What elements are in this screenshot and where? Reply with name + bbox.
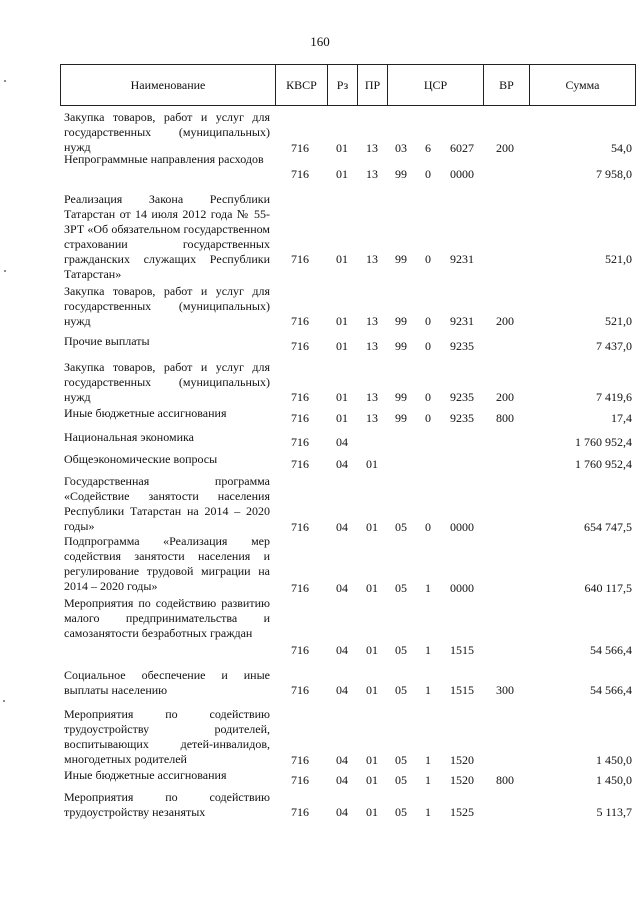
cell-c2: 0 <box>425 314 431 328</box>
table-row <box>60 360 636 405</box>
cell-sum: 17,4 <box>611 411 632 425</box>
cell-pr: 01 <box>366 683 378 697</box>
cell-sum: 7 419,6 <box>596 390 632 404</box>
cell-pr: 13 <box>366 339 378 353</box>
cell-c1: 99 <box>395 339 407 353</box>
cell-kvsr: 716 <box>291 339 309 353</box>
cell-c3: 9231 <box>450 252 474 266</box>
cell-sum: 1 760 952,4 <box>575 435 632 449</box>
cell-c2: 1 <box>425 773 431 787</box>
cell-c3: 0000 <box>450 520 474 534</box>
row-name: Общеэкономические вопросы <box>64 452 218 466</box>
cell-pr: 01 <box>366 805 378 819</box>
row-name: Мероприятия по содействию трудоустройству родителей, воспитывающих детей-инвалидов, многодетных родителей <box>64 707 270 766</box>
cell-rz: 04 <box>336 520 348 534</box>
table-row <box>60 596 636 658</box>
cell-pr: 13 <box>366 167 378 181</box>
header-name: Наименование <box>130 78 206 92</box>
cell-rz: 01 <box>336 141 348 155</box>
cell-sum: 54 566,4 <box>590 643 632 657</box>
cell-c3: 0000 <box>450 581 474 595</box>
table-row <box>60 192 636 281</box>
cell-rz: 01 <box>336 339 348 353</box>
cell-rz: 01 <box>336 167 348 181</box>
row-name: Закупка товаров, работ и услуг для государственных (муниципальных) нужд <box>64 110 270 154</box>
cell-rz: 01 <box>336 314 348 328</box>
cell-pr: 01 <box>366 643 378 657</box>
cell-kvsr: 716 <box>291 683 309 697</box>
row-name: Мероприятия по содействию развитию малого предпринимательства и самозанятости безработных граждан <box>64 596 270 640</box>
table-row <box>60 452 636 472</box>
cell-c2: 1 <box>425 581 431 595</box>
table-row <box>60 707 636 768</box>
header-vr: ВР <box>483 65 529 105</box>
table-row <box>60 534 636 596</box>
cell-c3: 1520 <box>450 753 474 767</box>
cell-c1: 99 <box>395 252 407 266</box>
table-row <box>60 284 636 329</box>
cell-kvsr: 716 <box>291 167 309 181</box>
cell-c2: 1 <box>425 753 431 767</box>
cell-c2: 6 <box>425 141 431 155</box>
scan-speck <box>4 270 6 272</box>
cell-sum: 54,0 <box>611 141 632 155</box>
cell-c3: 6027 <box>450 141 474 155</box>
cell-vr: 800 <box>496 411 514 425</box>
cell-pr: 13 <box>366 390 378 404</box>
cell-c2: 0 <box>425 252 431 266</box>
cell-c1: 05 <box>395 773 407 787</box>
row-name: Национальная экономика <box>64 430 194 444</box>
table-row <box>60 768 636 788</box>
cell-c1: 99 <box>395 390 407 404</box>
cell-sum: 521,0 <box>605 314 632 328</box>
cell-pr: 01 <box>366 457 378 471</box>
cell-c3: 1525 <box>450 805 474 819</box>
cell-c1: 99 <box>395 314 407 328</box>
cell-kvsr: 716 <box>291 141 309 155</box>
cell-vr: 200 <box>496 141 514 155</box>
row-name: Мероприятия по содействию трудоустройству незанятых <box>64 790 270 819</box>
cell-rz: 04 <box>336 683 348 697</box>
cell-sum: 54 566,4 <box>590 683 632 697</box>
table-row <box>60 110 636 156</box>
cell-c2: 0 <box>425 339 431 353</box>
cell-c3: 1515 <box>450 643 474 657</box>
cell-sum: 654 747,5 <box>584 520 632 534</box>
cell-pr: 01 <box>366 581 378 595</box>
table-row <box>60 430 636 450</box>
cell-kvsr: 716 <box>291 435 309 449</box>
header-rz: Рз <box>327 65 357 105</box>
cell-rz: 04 <box>336 753 348 767</box>
cell-vr: 200 <box>496 390 514 404</box>
cell-c3: 0000 <box>450 167 474 181</box>
cell-kvsr: 716 <box>291 805 309 819</box>
cell-sum: 1 760 952,4 <box>575 457 632 471</box>
cell-vr: 800 <box>496 773 514 787</box>
cell-c1: 05 <box>395 753 407 767</box>
header-pr: ПР <box>357 65 387 105</box>
cell-vr: 200 <box>496 314 514 328</box>
cell-c3: 1520 <box>450 773 474 787</box>
cell-c1: 05 <box>395 581 407 595</box>
row-name: Подпрограмма «Реализация мер содействия занятости населения и регулирование трудовой миграции на 2014 – 2020 годы» <box>64 534 270 593</box>
cell-pr: 01 <box>366 773 378 787</box>
row-name: Государственная программа «Содействие занятости населения Республики Татарстан на 2014 – 2020 годы» <box>64 474 270 533</box>
cell-c3: 9235 <box>450 339 474 353</box>
cell-pr: 01 <box>366 520 378 534</box>
cell-c2: 1 <box>425 805 431 819</box>
cell-c2: 0 <box>425 167 431 181</box>
row-name: Закупка товаров, работ и услуг для государственных (муниципальных) нужд <box>64 284 270 328</box>
cell-c3: 1515 <box>450 683 474 697</box>
cell-pr: 13 <box>366 411 378 425</box>
cell-sum: 1 450,0 <box>596 753 632 767</box>
cell-rz: 01 <box>336 252 348 266</box>
cell-rz: 04 <box>336 457 348 471</box>
cell-c1: 03 <box>395 141 407 155</box>
cell-c2: 1 <box>425 643 431 657</box>
cell-c1: 05 <box>395 643 407 657</box>
row-name: Закупка товаров, работ и услуг для государственных (муниципальных) нужд <box>64 360 270 404</box>
row-name: Иные бюджетные ассигнования <box>64 768 227 782</box>
table-row <box>60 152 636 182</box>
header-sum: Сумма <box>529 65 635 105</box>
cell-rz: 04 <box>336 805 348 819</box>
row-name: Реализация Закона Республики Татарстан от 14 июля 2012 года № 55-ЗРТ «Об обязательном государственном страховании государственных гражданских служащих Республики Татарстан» <box>64 192 270 281</box>
cell-sum: 7 437,0 <box>596 339 632 353</box>
cell-rz: 04 <box>336 773 348 787</box>
table-row <box>60 406 636 426</box>
cell-kvsr: 716 <box>291 252 309 266</box>
cell-sum: 1 450,0 <box>596 773 632 787</box>
cell-sum: 640 117,5 <box>584 581 632 595</box>
scan-speck <box>4 80 6 82</box>
cell-c1: 99 <box>395 167 407 181</box>
cell-c3: 9235 <box>450 390 474 404</box>
cell-c3: 9235 <box>450 411 474 425</box>
cell-c2: 0 <box>425 390 431 404</box>
cell-rz: 04 <box>336 643 348 657</box>
header-kvsr: КВСР <box>275 65 327 105</box>
scan-speck <box>3 700 5 702</box>
cell-kvsr: 716 <box>291 753 309 767</box>
table-row <box>60 790 636 820</box>
table-row <box>60 474 636 535</box>
cell-rz: 01 <box>336 411 348 425</box>
cell-c2: 0 <box>425 520 431 534</box>
cell-c1: 05 <box>395 805 407 819</box>
row-name: Социальное обеспечение и иные выплаты населению <box>64 668 270 697</box>
cell-c2: 1 <box>425 683 431 697</box>
cell-sum: 521,0 <box>605 252 632 266</box>
cell-c1: 05 <box>395 683 407 697</box>
table-header <box>60 64 636 106</box>
cell-pr: 13 <box>366 314 378 328</box>
header-csr: ЦСР <box>387 65 483 105</box>
cell-pr: 13 <box>366 252 378 266</box>
cell-sum: 7 958,0 <box>596 167 632 181</box>
cell-rz: 04 <box>336 581 348 595</box>
cell-c3: 9231 <box>450 314 474 328</box>
cell-kvsr: 716 <box>291 390 309 404</box>
cell-kvsr: 716 <box>291 314 309 328</box>
cell-kvsr: 716 <box>291 411 309 425</box>
row-name: Прочие выплаты <box>64 334 150 348</box>
cell-c2: 0 <box>425 411 431 425</box>
cell-kvsr: 716 <box>291 773 309 787</box>
cell-kvsr: 716 <box>291 581 309 595</box>
cell-c1: 05 <box>395 520 407 534</box>
row-name: Непрограммные направления расходов <box>64 152 264 166</box>
row-name: Иные бюджетные ассигнования <box>64 406 227 420</box>
table-row <box>60 668 636 698</box>
cell-rz: 04 <box>336 435 348 449</box>
cell-vr: 300 <box>496 683 514 697</box>
cell-sum: 5 113,7 <box>596 805 632 819</box>
cell-pr: 13 <box>366 141 378 155</box>
cell-pr: 01 <box>366 753 378 767</box>
cell-c1: 99 <box>395 411 407 425</box>
page-number: 160 <box>310 34 330 49</box>
cell-rz: 01 <box>336 390 348 404</box>
cell-kvsr: 716 <box>291 457 309 471</box>
cell-kvsr: 716 <box>291 643 309 657</box>
table-row <box>60 334 636 354</box>
cell-kvsr: 716 <box>291 520 309 534</box>
